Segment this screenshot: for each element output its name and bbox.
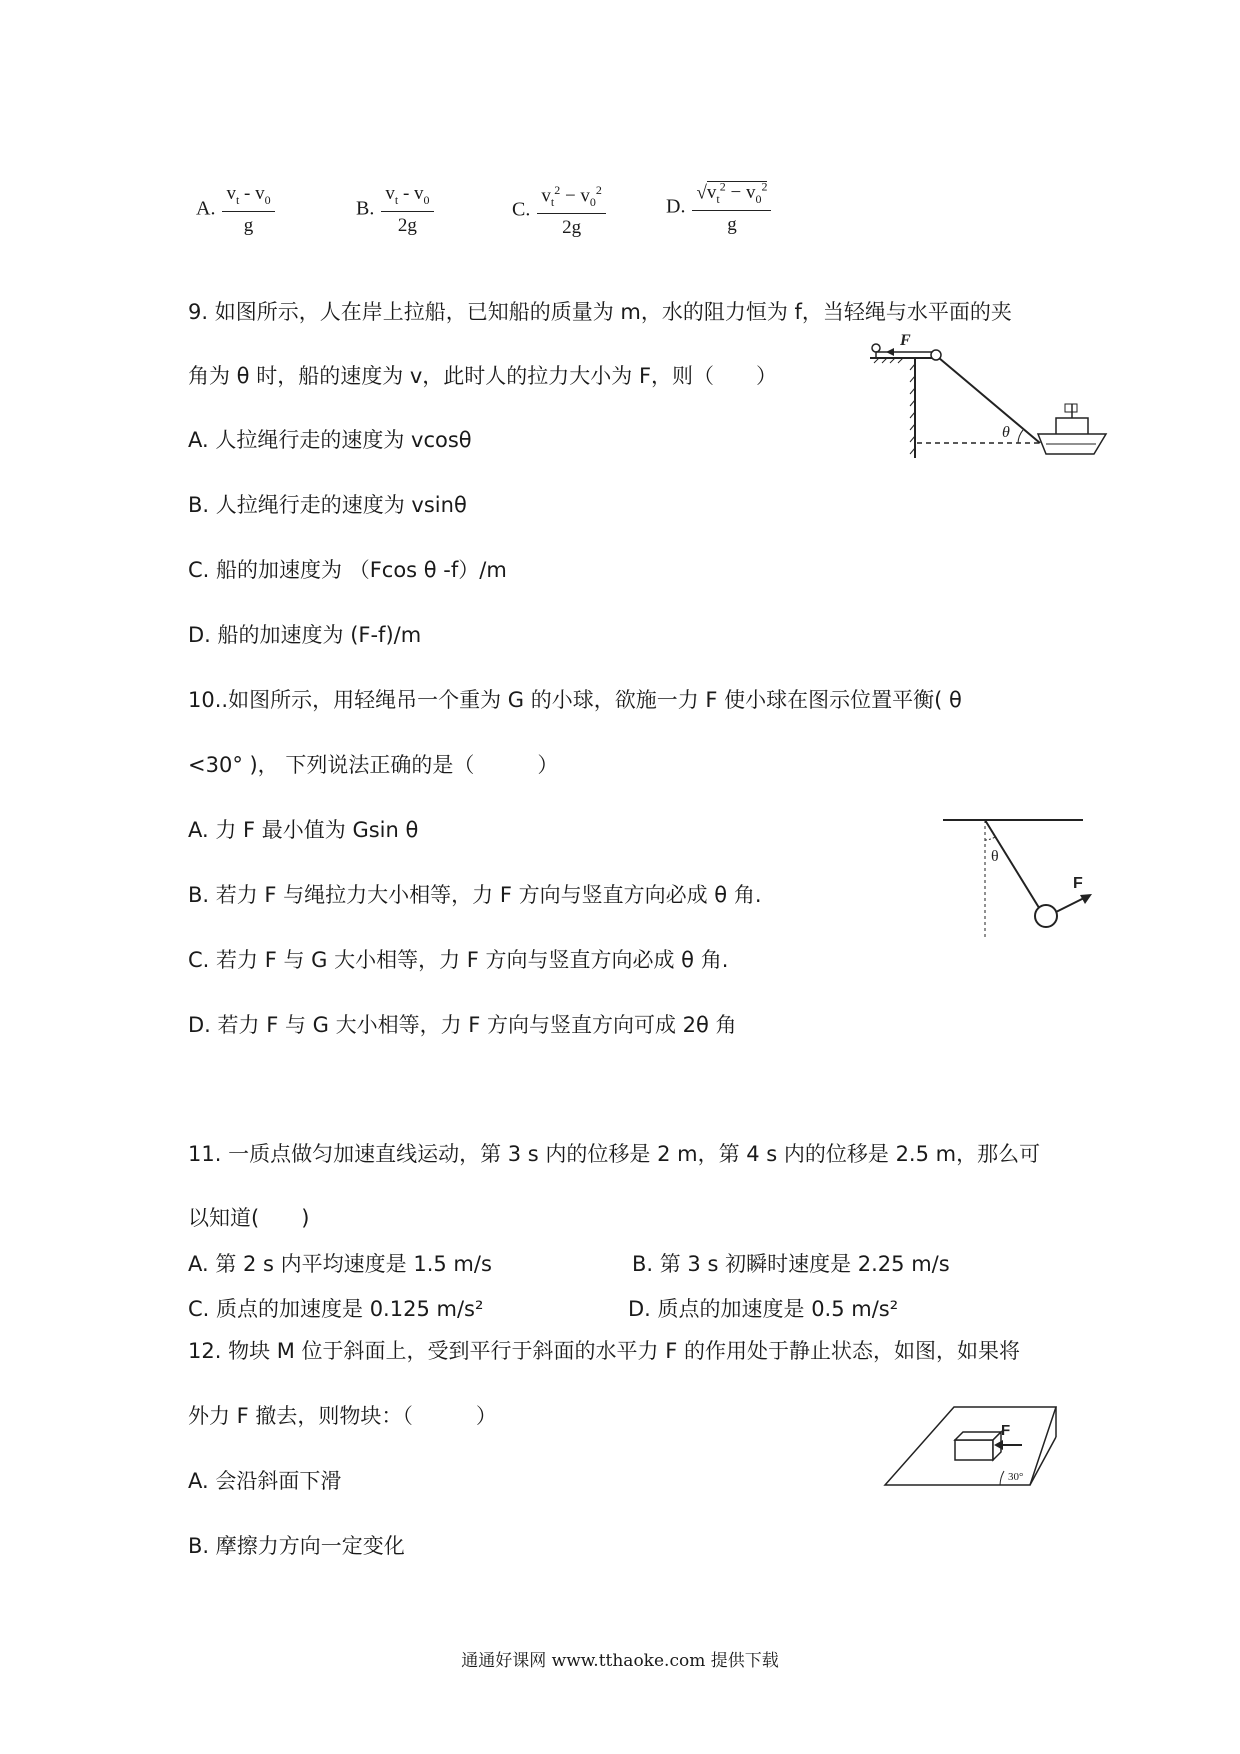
q11-option-a: A. 第 2 s 内平均速度是 1.5 m/s [188,1252,492,1276]
q11-option-b: B. 第 3 s 初瞬时速度是 2.25 m/s [632,1252,950,1276]
q10-option-a: A. 力 F 最小值为 Gsin θ [188,818,419,842]
ball-icon [1035,905,1057,927]
q8-option-d-fraction: $\frac{√v_t^2 - v_0^2}{g}$ [692,180,771,236]
q10-option-c: C. 若力 F 与 G 大小相等，力 F 方向与竖直方向必成 θ 角. [188,948,729,972]
q12-incline-figure [880,1395,1070,1495]
q9-option-a: A. 人拉绳行走的速度为 vcosθ [188,428,472,452]
q12-fig-force-label: F [1001,1422,1011,1439]
q8-option-b: B. $\frac{v_t - v_0}{2g}$ [356,183,434,237]
q9-option-b: B. 人拉绳行走的速度为 vsinθ [188,493,467,517]
q8-option-c-fraction: $\frac{v_t^2 - v_0^2}{2g}$ [537,183,606,239]
q9-fig-force-label: F [900,332,911,349]
q12-stem-line1: 12. 物块 M 位于斜面上，受到平行于斜面的水平力 F 的作用处于静止状态，如图，如果将 [188,1339,1020,1363]
q10-stem-line2: <30° )， 下列说法正确的是（ ） [188,753,559,777]
block-icon [955,1432,1001,1460]
q9-option-d: D. 船的加速度为 (F-f)/m [188,623,422,647]
q11-stem-line1: 11. 一质点做匀加速直线运动，第 3 s 内的位移是 2 m，第 4 s 内的位移是 2.5 m，那么可 [188,1142,1041,1166]
q12-fig-angle-label: 30° [1008,1471,1024,1483]
q9-option-c: C. 船的加速度为 （Fcos θ -f）/m [188,558,507,582]
q11-option-c: C. 质点的加速度是 0.125 m/s² [188,1297,484,1321]
q8-option-c: C. $\frac{v_t^2 - v_0^2}{2g}$ [512,183,606,239]
q8-option-d: D. $\frac{√v_t^2 - v_0^2}{g}$ [666,180,771,236]
q10-fig-force-label: F [1073,875,1083,892]
q10-stem-line1: 10..如图所示，用轻绳吊一个重为 G 的小球，欲施一力 F 使小球在图示位置平衡( θ [188,688,962,712]
q8-option-a-fraction: $\frac{v_t - v_0}{g}$ [222,183,274,237]
q12-option-b: B. 摩擦力方向一定变化 [188,1534,405,1558]
q11-stem-line2: 以知道( ) [188,1206,310,1230]
q9-boat-figure [860,330,1130,465]
q12-stem-line2: 外力 F 撤去，则物块：（ ） [188,1404,497,1428]
q10-option-d: D. 若力 F 与 G 大小相等，力 F 方向与竖直方向可成 2θ 角 [188,1013,737,1037]
q8-option-b-fraction: $\frac{v_t - v_0}{2g}$ [381,183,433,237]
q11-option-d: D. 质点的加速度是 0.5 m/s² [628,1297,899,1321]
q9-fig-theta-label: θ [1002,424,1010,441]
q8-option-a: A. $\frac{v_t - v_0}{g}$ [196,183,275,237]
q12-option-a: A. 会沿斜面下滑 [188,1469,342,1493]
q10-option-b: B. 若力 F 与绳拉力大小相等，力 F 方向与竖直方向必成 θ 角. [188,883,762,907]
q9-stem-line2: 角为 θ 时，船的速度为 v，此时人的拉力大小为 F，则（ ） [188,364,778,388]
page-footer: 通通好课网 www.tthaoke.com 提供下载 [461,1651,779,1671]
q9-stem-line1: 9. 如图所示，人在岸上拉船，已知船的质量为 m，水的阻力恒为 f，当轻绳与水平面的夹 [188,300,1012,324]
q10-pendulum-figure [940,815,1120,945]
q10-fig-theta-label: θ [991,848,999,865]
